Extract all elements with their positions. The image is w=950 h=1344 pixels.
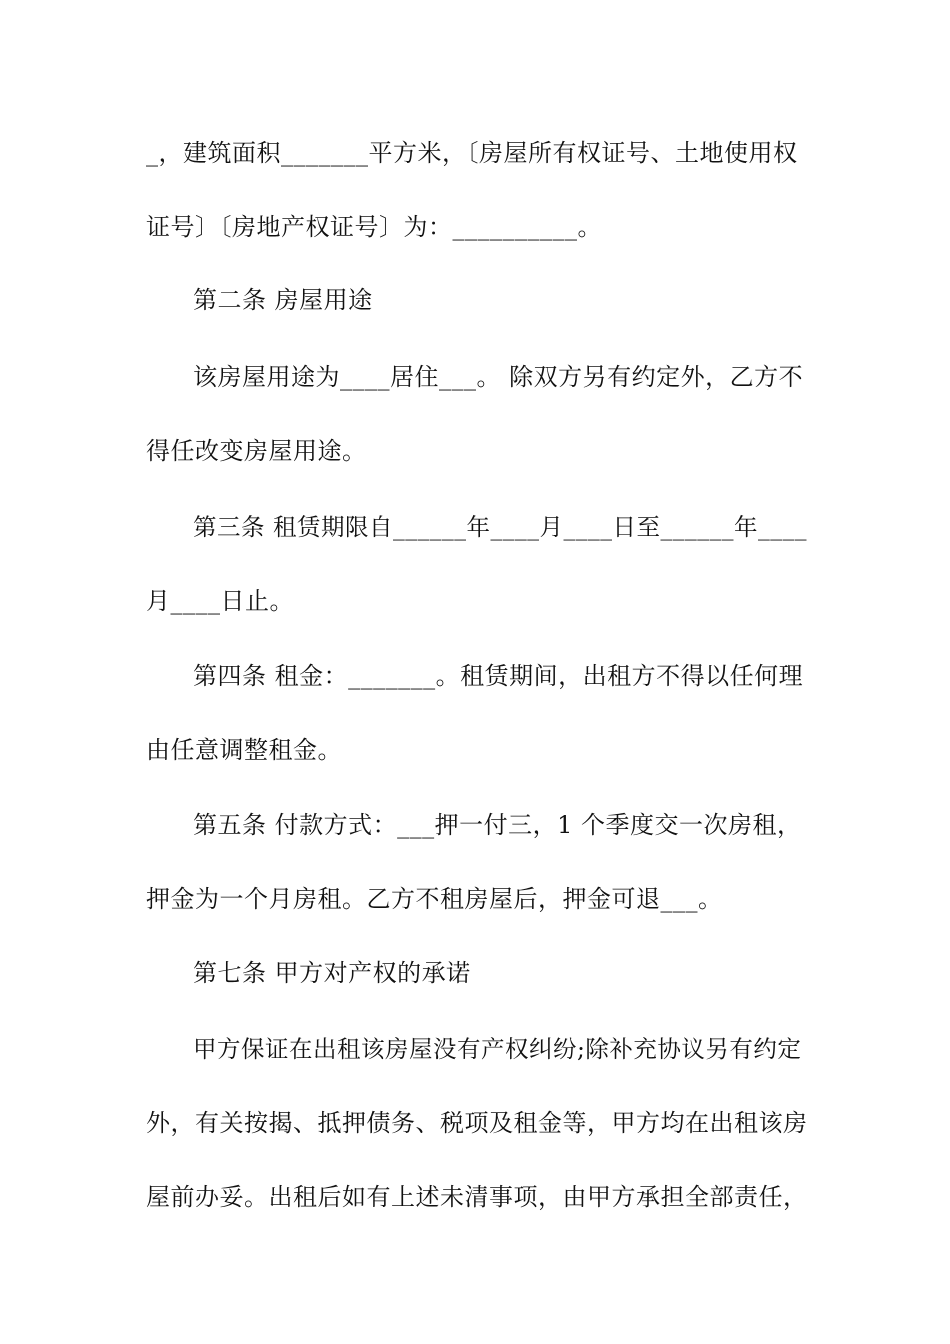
text-line: 押金为一个月房租。乙方不租房屋后，押金可退___。	[146, 885, 723, 913]
text-line: 外，有关按揭、抵押债务、税项及租金等，甲方均在出租该房	[146, 1109, 808, 1137]
section-heading: 第七条 甲方对产权的承诺	[193, 959, 471, 987]
text-line: 甲方保证在出租该房屋没有产权纠纷;除补充协议另有约定	[193, 1035, 802, 1063]
text-line: 第五条 付款方式：___押一付三，1 个季度交一次房租，	[193, 811, 802, 839]
text-line: 证号〕〔房地产权证号〕为：__________。	[146, 213, 602, 241]
text-line: 屋前办妥。出租后如有上述未清事项，由甲方承担全部责任，	[146, 1183, 808, 1211]
section-heading: 第二条 房屋用途	[193, 286, 373, 314]
text-line: _，建筑面积_______平方米，〔房屋所有权证号、土地使用权	[146, 139, 798, 167]
text-line: 得任改变房屋用途。	[146, 437, 367, 465]
text-line: 由任意调整租金。	[146, 736, 342, 764]
text-line: 该房屋用途为____居住___。 除双方另有约定外，乙方不	[193, 363, 804, 391]
text-line: 第四条 租金：_______。租赁期间，出租方不得以任何理	[193, 662, 804, 690]
text-line: 第三条 租赁期限自______年____月____日至______年____	[193, 513, 807, 541]
text-line: 月____日止。	[146, 587, 294, 615]
